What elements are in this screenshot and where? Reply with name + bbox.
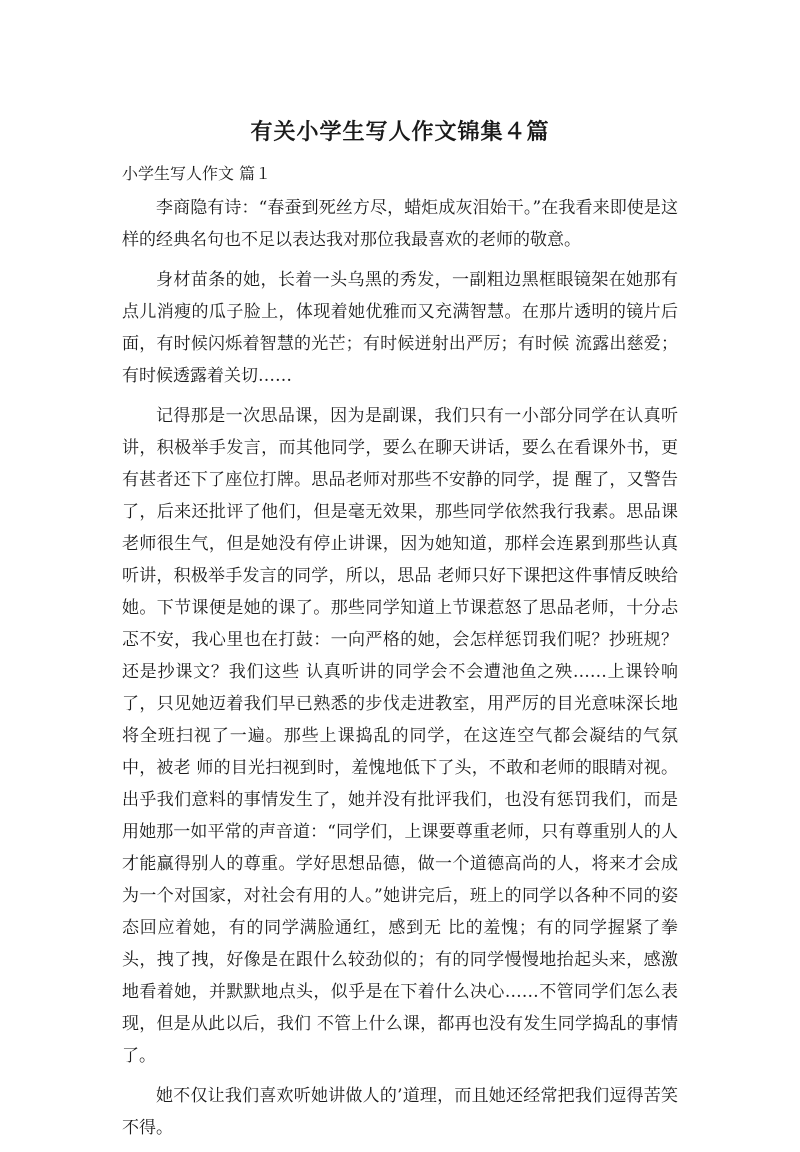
document-title: 有关小学生写人作文锦集４篇	[250, 120, 550, 145]
paragraph-2: 身材苗条的她，长着一头乌黑的秀发，一副粗边黑框眼镜架在她那有点儿消瘦的瓜子脸上，体现着她优雅而又充满智慧。在那片透明的镜片后面，有时候闪烁着智慧的光芒；有时候迸射出严厉；有时候 流露出慈爱；有时候透露着关切……	[122, 270, 678, 386]
paragraph-4: 她不仅让我们喜欢听她讲做人的’道理，而且她还经常把我们逗得苦笑不得。	[122, 1086, 678, 1138]
section-heading: 小学生写人作文 篇１	[122, 164, 272, 183]
document-body	[122, 192, 678, 1152]
paragraph-3: 记得那是一次思品课，因为是副课，我们只有一小部分同学在认真听讲，积极举手发言，而其他同学，要么在聊天讲话，要么在看课外书，更有甚者还下了座位打牌。思品老师对那些不安静的同学，提 醒了，又警告了，后来还批评了他们，但是毫无效果，那些同学依然我行我素。思品课老师很生气，但是她没有停止讲课，因为她知道，那样会连累到那些认真听讲，积极举手发言的同学，所以，思品 老师只好下课把这件事情反映给她。下节课便是她的课了。那些同学知道上节课惹怒了思品老师，十分忐忑不安，我心里也在打鼓：一向严格的她，会怎样惩罚我们呢？抄班规？还是抄课文？我们这些 认真听讲的同学会不会遭池鱼之殃……上课铃响了，只见她迈着我们早已熟悉的步伐走进教室，用严厉的目光意味深长地将全班扫视了一遍。那些上课捣乱的同学，在这连空气都会凝结的气氛中，被老 师的目光扫视到时，羞愧地低下了头，不敢和老师的眼睛对视。出乎我们意料的事情发生了，她并没有批评我们，也没有惩罚我们，而是用她那一如平常的声音道：“同学们，上课要尊重老师，只有尊重别人的人才能赢得别人的尊重。学好思想品德，做一个道德高尚的人，将来才会成为一个对国家，对社会有用的人。”她讲完后，班上的同学以各种不同的姿态回应着她，有的同学满脸通红，感到无 比的羞愧；有的同学握紧了拳头，拽了拽，好像是在跟什么较劲似的；有的同学慢慢地抬起头来，感激地看着她，并默默地点头，似乎是在下着什么决心……不管同学们怎么表现，但是从此以后，我们 不管上什么课，都再也没有发生同学捣乱的事情了。	[122, 406, 678, 1066]
paragraph-1: 李商隐有诗：“春蚕到死丝方尽，蜡炬成灰泪始干。”在我看来即使是这样的经典名句也不足以表达我对那位我最喜欢的老师的敬意。	[122, 198, 678, 250]
